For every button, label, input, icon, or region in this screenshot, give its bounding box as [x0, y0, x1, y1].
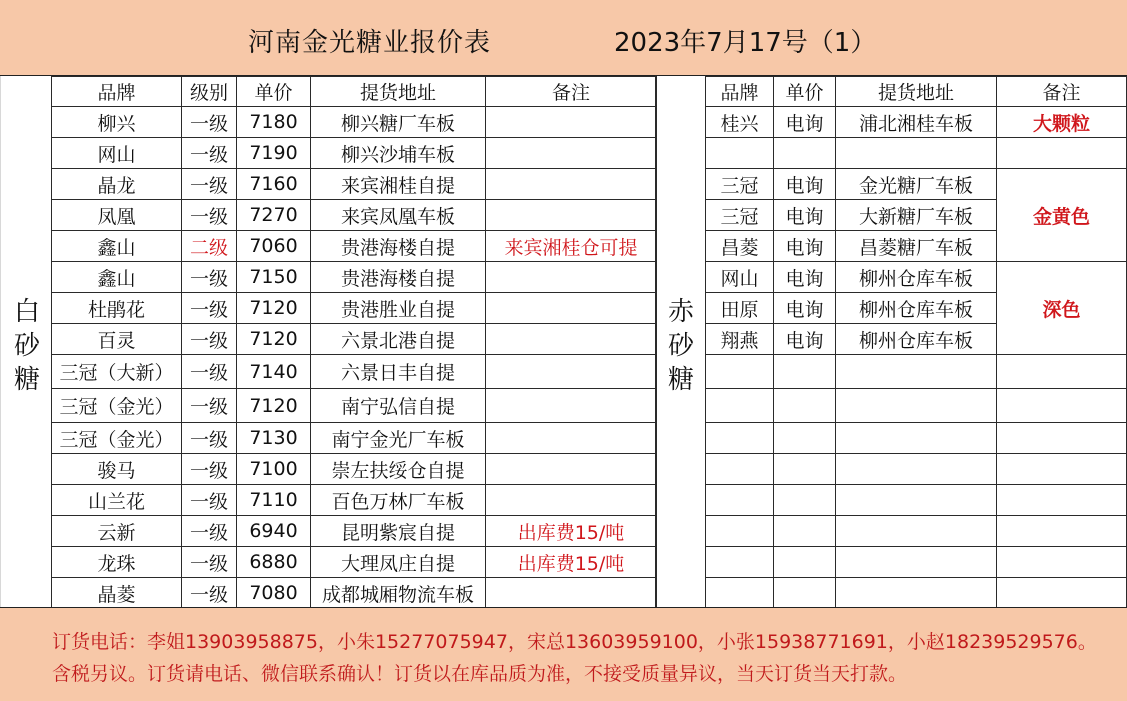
table-row	[706, 454, 1127, 485]
empty-cell	[774, 516, 836, 547]
cell-brand: 三冠	[706, 200, 774, 231]
empty-cell	[997, 389, 1127, 423]
cell-brand: 鑫山	[52, 231, 182, 262]
cell-brand: 三冠	[706, 169, 774, 200]
cell-note	[486, 423, 657, 454]
cell-note	[486, 107, 657, 138]
empty-cell	[706, 389, 774, 423]
cell-price: 7060	[237, 231, 311, 262]
empty-cell	[836, 547, 997, 578]
table-row	[52, 293, 657, 324]
cell-note	[486, 138, 657, 169]
cell-grade: 一级	[182, 547, 237, 578]
cell-brand: 三冠（金光）	[52, 423, 182, 454]
table-row	[706, 262, 1127, 293]
empty-cell	[774, 423, 836, 454]
cell-note	[486, 169, 657, 200]
empty-cell	[836, 355, 997, 389]
table-row	[52, 324, 657, 355]
cell-address: 百色万林厂车板	[311, 485, 486, 516]
empty-cell	[706, 578, 774, 609]
header-address: 提货地址	[311, 77, 486, 107]
cell-price: 7120	[237, 389, 311, 423]
cell-grade: 一级	[182, 485, 237, 516]
table-row	[52, 423, 657, 454]
cell-brand: 骏马	[52, 454, 182, 485]
empty-cell	[706, 547, 774, 578]
cell-brand: 柳兴	[52, 107, 182, 138]
table-row	[706, 516, 1127, 547]
cell-price: 电询	[774, 200, 836, 231]
cell-note: 出库费15/吨	[486, 547, 657, 578]
cell-address: 柳兴糖厂车板	[311, 107, 486, 138]
white-sugar-table	[51, 76, 657, 609]
table-row	[706, 485, 1127, 516]
empty-cell	[997, 355, 1127, 389]
cell-grade: 一级	[182, 355, 237, 389]
cell-note	[486, 454, 657, 485]
table-row	[52, 389, 657, 423]
cell-grade: 一级	[182, 516, 237, 547]
sheet-title: 河南金光糖业报价表	[248, 28, 492, 58]
empty-cell	[774, 547, 836, 578]
cell-price: 7120	[237, 293, 311, 324]
cell-brand: 山兰花	[52, 485, 182, 516]
cell-brand: 田原	[706, 293, 774, 324]
cell-price: 7080	[237, 578, 311, 609]
cell-grade: 一级	[182, 293, 237, 324]
cell-price: 6880	[237, 547, 311, 578]
cell-address: 柳州仓库车板	[836, 324, 997, 355]
header-grade: 级别	[182, 77, 237, 107]
white-sugar-label	[12, 295, 42, 397]
header-brand: 品牌	[706, 77, 774, 107]
cell-brand: 晶龙	[52, 169, 182, 200]
cell-brand: 百灵	[52, 324, 182, 355]
header-note: 备注	[997, 77, 1127, 107]
cell-grade: 一级	[182, 389, 237, 423]
cell-address: 大新糖厂车板	[836, 200, 997, 231]
cell-address: 柳州仓库车板	[836, 262, 997, 293]
empty-cell	[706, 516, 774, 547]
table-header-row	[706, 77, 1127, 107]
white-sugar-label-char: 糖	[13, 365, 40, 395]
cell-brand: 桂兴	[706, 107, 774, 138]
empty-cell	[836, 389, 997, 423]
empty-cell	[997, 578, 1127, 609]
cell-brand: 凤凰	[52, 200, 182, 231]
red-sugar-label-char: 砂	[667, 331, 694, 361]
cell-price: 电询	[774, 262, 836, 293]
cell-address: 六景日丰自提	[311, 355, 486, 389]
empty-cell	[997, 454, 1127, 485]
cell-address: 崇左扶绥仓自提	[311, 454, 486, 485]
cell-address: 贵港海楼自提	[311, 262, 486, 293]
empty-cell	[774, 578, 836, 609]
cell-brand: 龙珠	[52, 547, 182, 578]
cell-address: 来宾凤凰车板	[311, 200, 486, 231]
table-row	[706, 355, 1127, 389]
cell-grade: 一级	[182, 107, 237, 138]
empty-cell	[706, 423, 774, 454]
cell-price	[774, 138, 836, 169]
table-row	[52, 107, 657, 138]
cell-grade: 一级	[182, 324, 237, 355]
header-address: 提货地址	[836, 77, 997, 107]
title-band	[0, 0, 1127, 76]
empty-cell	[997, 485, 1127, 516]
table-row	[706, 423, 1127, 454]
cell-grade: 一级	[182, 262, 237, 293]
empty-cell	[836, 516, 997, 547]
cell-price: 电询	[774, 324, 836, 355]
gridline	[0, 75, 1, 607]
cell-address: 金光糖厂车板	[836, 169, 997, 200]
cell-grade: 一级	[182, 200, 237, 231]
cell-price: 7270	[237, 200, 311, 231]
empty-cell	[997, 423, 1127, 454]
cell-address: 大理凤庄自提	[311, 547, 486, 578]
empty-cell	[706, 454, 774, 485]
cell-price: 7130	[237, 423, 311, 454]
red-sugar-label-char: 赤	[667, 297, 694, 327]
cell-price: 电询	[774, 107, 836, 138]
cell-brand: 网山	[706, 262, 774, 293]
empty-cell	[706, 355, 774, 389]
cell-grade: 一级	[182, 138, 237, 169]
cell-grade: 一级	[182, 169, 237, 200]
cell-note	[486, 262, 657, 293]
cell-address: 浦北湘桂车板	[836, 107, 997, 138]
cell-note	[486, 200, 657, 231]
empty-cell	[997, 547, 1127, 578]
cell-price: 7180	[237, 107, 311, 138]
cell-grade: 二级	[182, 231, 237, 262]
header-price: 单价	[774, 77, 836, 107]
cell-brand	[706, 138, 774, 169]
table-row	[706, 547, 1127, 578]
empty-cell	[836, 454, 997, 485]
cell-price: 6940	[237, 516, 311, 547]
red-sugar-label	[666, 295, 696, 397]
white-sugar-label-char: 白	[13, 297, 40, 327]
sheet-date: 2023年7月17号（1）	[614, 28, 877, 58]
cell-address: 柳州仓库车板	[836, 293, 997, 324]
cell-price: 电询	[774, 169, 836, 200]
table-row	[52, 454, 657, 485]
cell-address: 柳兴沙埔车板	[311, 138, 486, 169]
cell-note: 来宾湘桂仓可提	[486, 231, 657, 262]
red-sugar-table	[705, 76, 1127, 609]
cell-brand: 三冠（大新）	[52, 355, 182, 389]
cell-note	[486, 355, 657, 389]
cell-note	[486, 485, 657, 516]
cell-note	[486, 389, 657, 423]
cell-price: 7190	[237, 138, 311, 169]
table-row	[52, 485, 657, 516]
cell-address: 来宾湘桂自提	[311, 169, 486, 200]
cell-address	[836, 138, 997, 169]
cell-note: 出库费15/吨	[486, 516, 657, 547]
header-brand: 品牌	[52, 77, 182, 107]
cell-price: 7120	[237, 324, 311, 355]
table-row	[52, 169, 657, 200]
cell-brand: 翔燕	[706, 324, 774, 355]
cell-price: 7110	[237, 485, 311, 516]
cell-note	[486, 324, 657, 355]
cell-grade: 一级	[182, 454, 237, 485]
white-sugar-label-char: 砂	[13, 331, 40, 361]
empty-cell	[836, 485, 997, 516]
table-row	[52, 262, 657, 293]
empty-cell	[774, 355, 836, 389]
cell-brand: 昌菱	[706, 231, 774, 262]
cell-note	[997, 138, 1127, 169]
cell-note: 深色	[997, 262, 1127, 355]
cell-address: 昆明紫宸自提	[311, 516, 486, 547]
cell-note	[486, 293, 657, 324]
header-note: 备注	[486, 77, 657, 107]
empty-cell	[774, 389, 836, 423]
cell-price: 电询	[774, 293, 836, 324]
table-row	[52, 231, 657, 262]
empty-cell	[774, 485, 836, 516]
empty-cell	[997, 516, 1127, 547]
cell-price: 7140	[237, 355, 311, 389]
empty-cell	[836, 578, 997, 609]
table-row	[52, 516, 657, 547]
empty-cell	[836, 423, 997, 454]
cell-address: 贵港海楼自提	[311, 231, 486, 262]
cell-note: 大颗粒	[997, 107, 1127, 138]
cell-brand: 杜鹃花	[52, 293, 182, 324]
cell-address: 南宁金光厂车板	[311, 423, 486, 454]
cell-price: 电询	[774, 231, 836, 262]
cell-address: 六景北港自提	[311, 324, 486, 355]
table-row	[52, 138, 657, 169]
order-contact-note: 订货电话：李姐13903958875，小朱15277075947，宋总13603959100，小张15938771691，小赵18239529576。含税另议。订货请电话、微信联系确认！订货以在库品质为准，不接受质量异议，当天订货当天打款。	[52, 631, 1097, 685]
table-row	[52, 547, 657, 578]
cell-price: 7100	[237, 454, 311, 485]
cell-brand: 三冠（金光）	[52, 389, 182, 423]
cell-grade: 一级	[182, 423, 237, 454]
cell-price: 7160	[237, 169, 311, 200]
cell-brand: 网山	[52, 138, 182, 169]
table-row	[706, 578, 1127, 609]
empty-cell	[706, 485, 774, 516]
table-row	[52, 200, 657, 231]
cell-note: 金黄色	[997, 169, 1127, 262]
cell-price: 7150	[237, 262, 311, 293]
cell-brand: 鑫山	[52, 262, 182, 293]
cell-brand: 晶菱	[52, 578, 182, 609]
table-row	[706, 107, 1127, 138]
table-row	[52, 355, 657, 389]
table-row	[706, 138, 1127, 169]
cell-note	[486, 578, 657, 609]
cell-address: 南宁弘信自提	[311, 389, 486, 423]
cell-grade: 一级	[182, 578, 237, 609]
cell-address: 昌菱糖厂车板	[836, 231, 997, 262]
table-header-row	[52, 77, 657, 107]
cell-brand: 云新	[52, 516, 182, 547]
table-row	[706, 169, 1127, 200]
empty-cell	[774, 454, 836, 485]
footer-band	[0, 607, 1127, 701]
cell-address: 成都城厢物流车板	[311, 578, 486, 609]
header-price: 单价	[237, 77, 311, 107]
red-sugar-label-char: 糖	[667, 365, 694, 395]
cell-address: 贵港胜业自提	[311, 293, 486, 324]
table-row	[52, 578, 657, 609]
table-row	[706, 389, 1127, 423]
